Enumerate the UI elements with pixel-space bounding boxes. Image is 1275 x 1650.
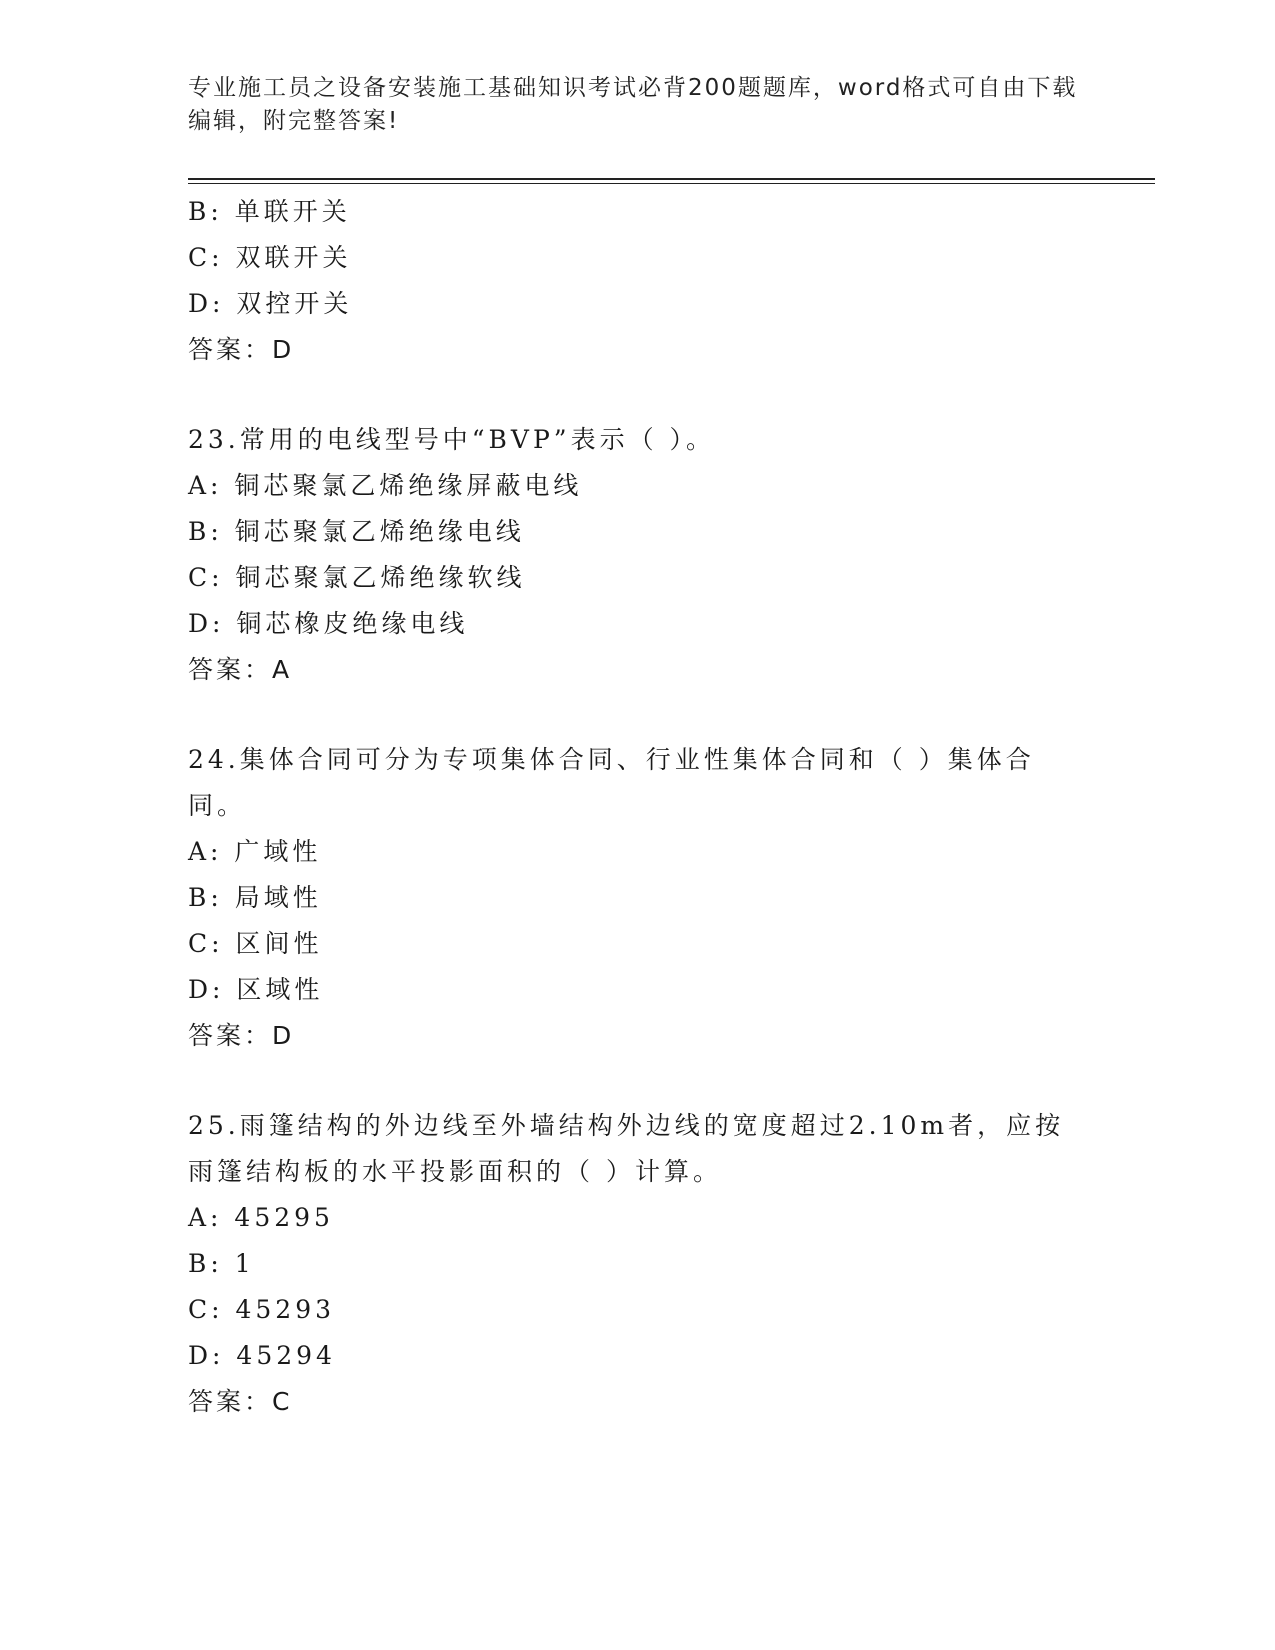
option-d: D: 区域性 (188, 975, 324, 1004)
option-b: B: 1 (188, 1249, 255, 1278)
answer-line: 答案：A (188, 655, 293, 684)
question-22-continued (188, 189, 1088, 373)
option-a: A: 45295 (188, 1203, 334, 1232)
header-divider-thick (188, 178, 1155, 180)
option-d: D: 45294 (188, 1341, 336, 1370)
question-25 (188, 1103, 1088, 1425)
option-a: A: 铜芯聚氯乙烯绝缘屏蔽电线 (188, 471, 583, 500)
option-d: D: 双控开关 (188, 289, 353, 318)
option-c: C: 45293 (188, 1295, 336, 1324)
option-b: B: 铜芯聚氯乙烯绝缘电线 (188, 517, 525, 546)
page-header-title: 专业施工员之设备安装施工基础知识考试必背200题题库，word格式可自由下载编辑，附完整答案! (188, 75, 1078, 134)
option-a: A: 广域性 (188, 837, 322, 866)
question-stem: 24.集体合同可分为专项集体合同、行业性集体合同和（ ）集体合同。 (188, 745, 1035, 820)
spacer (188, 693, 1088, 737)
question-24 (188, 737, 1088, 1059)
question-23 (188, 417, 1088, 693)
option-c: C: 铜芯聚氯乙烯绝缘软线 (188, 563, 526, 592)
spacer (188, 373, 1088, 417)
option-d: D: 铜芯橡皮绝缘电线 (188, 609, 469, 638)
question-stem: 25.雨篷结构的外边线至外墙结构外边线的宽度超过2.10m者，应按雨篷结构板的水平投影面积的（ ）计算。 (188, 1111, 1065, 1186)
answer-line: 答案：D (188, 1021, 295, 1050)
answer-line: 答案：C (188, 1387, 293, 1416)
question-stem: 23.常用的电线型号中“BVP”表示（ ）。 (188, 425, 716, 454)
document-body (188, 189, 1088, 1425)
option-c: C: 双联开关 (188, 243, 352, 272)
option-b: B: 局域性 (188, 883, 322, 912)
header-divider-thin (188, 183, 1155, 184)
spacer (188, 1059, 1088, 1103)
option-b: B: 单联开关 (188, 197, 351, 226)
option-c: C: 区间性 (188, 929, 323, 958)
answer-line: 答案：D (188, 335, 295, 364)
